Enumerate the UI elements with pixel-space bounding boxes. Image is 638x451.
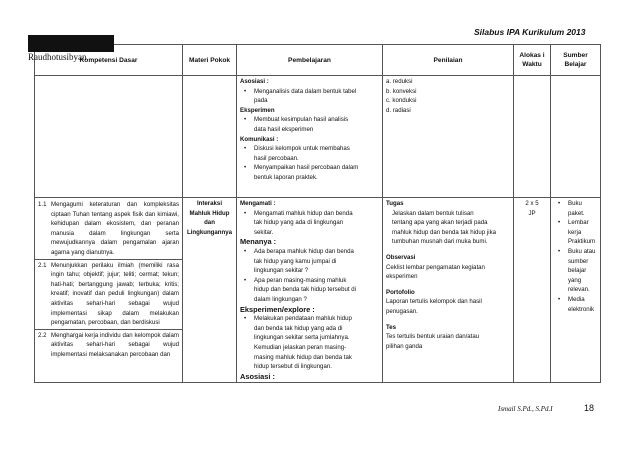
text-line: c. konduksi: [386, 97, 417, 105]
page-number: 18: [584, 403, 595, 413]
text-line: dalam lingkungan ?: [254, 295, 307, 303]
text-line: tak hidup yang ada di lingkungan: [254, 219, 344, 227]
text-line: Laporan tertulis kelompok dan hasil: [386, 298, 482, 306]
section-heading: Portofolio: [386, 288, 415, 296]
bullet-item: • Buku atau sumber belajar yang relevan.: [554, 247, 597, 295]
cell-penilaian: [383, 76, 514, 198]
bullet-item: • Lembar kerja Praktikum: [554, 218, 597, 247]
text-line: dan benda tak hidup yang ada di: [254, 324, 343, 332]
header-kompetensi: Kompetensi Dasar: [35, 45, 183, 76]
header-alokasi: Alokas i Waktu: [514, 45, 551, 76]
cell-kompetensi-empty: [35, 76, 183, 198]
text-line: Jelaskan dalam bentuk tulisan: [392, 209, 474, 217]
kompetensi-item: [38, 260, 179, 329]
cell-sumber-empty: [551, 76, 601, 198]
kompetensi-text: Mengagumi keteraturan dan kompleksitas ciptaan Tuhan tentang aspek fisik dan kimiawi, kehidupan dalam ekosistem, dan peranan manusia dalam lingkungan serta mewujudkannya dalam pengamalan ajaran agama yang dianutnya.: [51, 201, 179, 256]
cell-penilaian-main: [383, 198, 514, 383]
text-line: 2 x 5: [525, 200, 539, 207]
bullet-item: • Menganalisis data dalam bentuk tabel: [240, 87, 379, 97]
text-line: Ceklist lembar pengamatan kegiatan: [386, 263, 485, 271]
text-line: bentuk laporan praktek.: [254, 173, 318, 181]
kompetensi-item: [38, 199, 179, 259]
logo-block: [28, 35, 114, 52]
text-line: hidup dan benda tak hidup tersebut di: [254, 286, 356, 294]
header-penilaian: Penilaian: [383, 45, 514, 76]
text-line: eksperimen: [386, 273, 418, 281]
section-heading: Asosiasi :: [240, 78, 269, 85]
kompetensi-text: Menunjukkan perilaku ilmiah (memiliki rasa ingin tahu; objektif; jujur; teliti; cermat; tekun; hati-hati; bertanggung jawab; terbuka; kritis; kreatif; inovatif dan peduli lingkungan) dalam aktivitas sehari-hari sebagai wujud implementasi sikap dalam melakukan pengamatan, percobaan, dan berdiskusi: [51, 261, 179, 327]
cell-materi-empty: [183, 76, 237, 198]
section-heading: Tugas: [386, 200, 404, 207]
cell-sumber-belajar: [551, 198, 601, 383]
section-heading: Mengamati :: [240, 200, 276, 207]
text-line: b. konveksi: [386, 87, 417, 95]
cell-kompetensi-dasar: [35, 198, 183, 383]
section-heading: Asosiasi :: [240, 371, 275, 381]
text-line: d. radiasi: [386, 106, 411, 114]
text-line: data hasil eksperimen: [254, 125, 314, 133]
bullet-item: • Buku paket.: [554, 199, 597, 218]
table-row-main: [35, 198, 601, 383]
text-line: pilihan ganda: [386, 342, 423, 350]
section-heading: Eksperimen/explore :: [240, 304, 315, 314]
silabus-table: [34, 44, 601, 383]
text-line: masing mahluk hidup dan benda tak: [254, 353, 352, 361]
text-line: a. reduksi: [386, 78, 413, 85]
bullet-item: • Apa peran masing-masing mahluk: [240, 276, 379, 286]
section-heading: Eksperimen: [240, 106, 275, 114]
section-heading: Observasi: [386, 253, 416, 261]
text-line: lingkungan sekitar ?: [254, 267, 309, 275]
text-line: Kemudian jelaskan peran masing-: [254, 343, 347, 351]
logo-rule: [112, 35, 114, 52]
bullet-item: • Melakukan pendataan mahluk hidup: [240, 314, 379, 324]
bullet-item: • Media elektronik: [554, 295, 597, 314]
text-line: tentang apa yang akan terjadi pada: [392, 219, 488, 227]
kompetensi-number: 2.2: [38, 331, 47, 339]
bullet-item: • Mengamati mahluk hidup dan benda: [240, 209, 379, 219]
kompetensi-number: 1.1: [38, 201, 47, 208]
kompetensi-text: Menghargai kerja individu dan kelompok dalam aktivitas sehari-hari sebagai wujud implementasi melaksanakan percobaan dan: [51, 331, 179, 358]
text-line: pada: [254, 97, 268, 105]
signature: Ismail S.Pd., S.Pd.I: [498, 405, 553, 413]
kompetensi-number: 2.1: [38, 261, 47, 269]
bullet-item: • Membuat kesimpulan hasil analisis: [240, 115, 379, 125]
text-line: JP: [528, 209, 536, 217]
bullet-item: • Ada berapa mahluk hidup dan benda: [240, 247, 379, 257]
section-heading: Komunikasi :: [240, 135, 279, 143]
text-line: sekitar.: [254, 228, 274, 236]
table-row-continuation: [35, 76, 601, 198]
text-line: tak hidup yang kamu jumpai di: [254, 257, 337, 265]
kompetensi-item: [38, 330, 179, 361]
text-line: mahluk hidup dan benda tak hidup jika: [392, 228, 497, 236]
text-line: hasil percobaan.: [254, 154, 299, 162]
cell-pembelajaran-main: [237, 198, 383, 383]
document-title: Silabus IPA Kurikulum 2013: [474, 27, 586, 37]
cell-pembelajaran: [237, 76, 383, 198]
text-line: lingkungan sekitar serta jumlahnya.: [254, 334, 350, 342]
logo-text: Raudhotusibyan: [28, 52, 87, 62]
bullet-item: • Diskusi kelompok untuk membahas: [240, 144, 379, 154]
text-line: hidup tersebut di lingkungan.: [254, 363, 332, 371]
cell-materi-pokok: Interaksi Mahluk Hidup dan Lingkungannya: [183, 198, 237, 383]
section-heading: Menanya :: [240, 237, 277, 247]
cell-alokasi-waktu: [514, 198, 551, 383]
cell-alokasi-empty: [514, 76, 551, 198]
section-heading: Tes: [386, 323, 397, 331]
table-header-row: [35, 45, 601, 76]
header-materi: Materi Pokok: [183, 45, 237, 76]
text-line: Tes tertulis bentuk uraian dan/atau: [386, 333, 480, 341]
header-sumber: Sumber Belajar: [551, 45, 601, 76]
bullet-item: • Menyampaikan hasil percobaan dalam: [240, 163, 379, 173]
text-line: penugasan.: [386, 307, 418, 315]
text-line: tumbuhan musnah dari muka bumi.: [392, 238, 488, 246]
header-pembelajaran: Pembelajaran: [237, 45, 383, 76]
